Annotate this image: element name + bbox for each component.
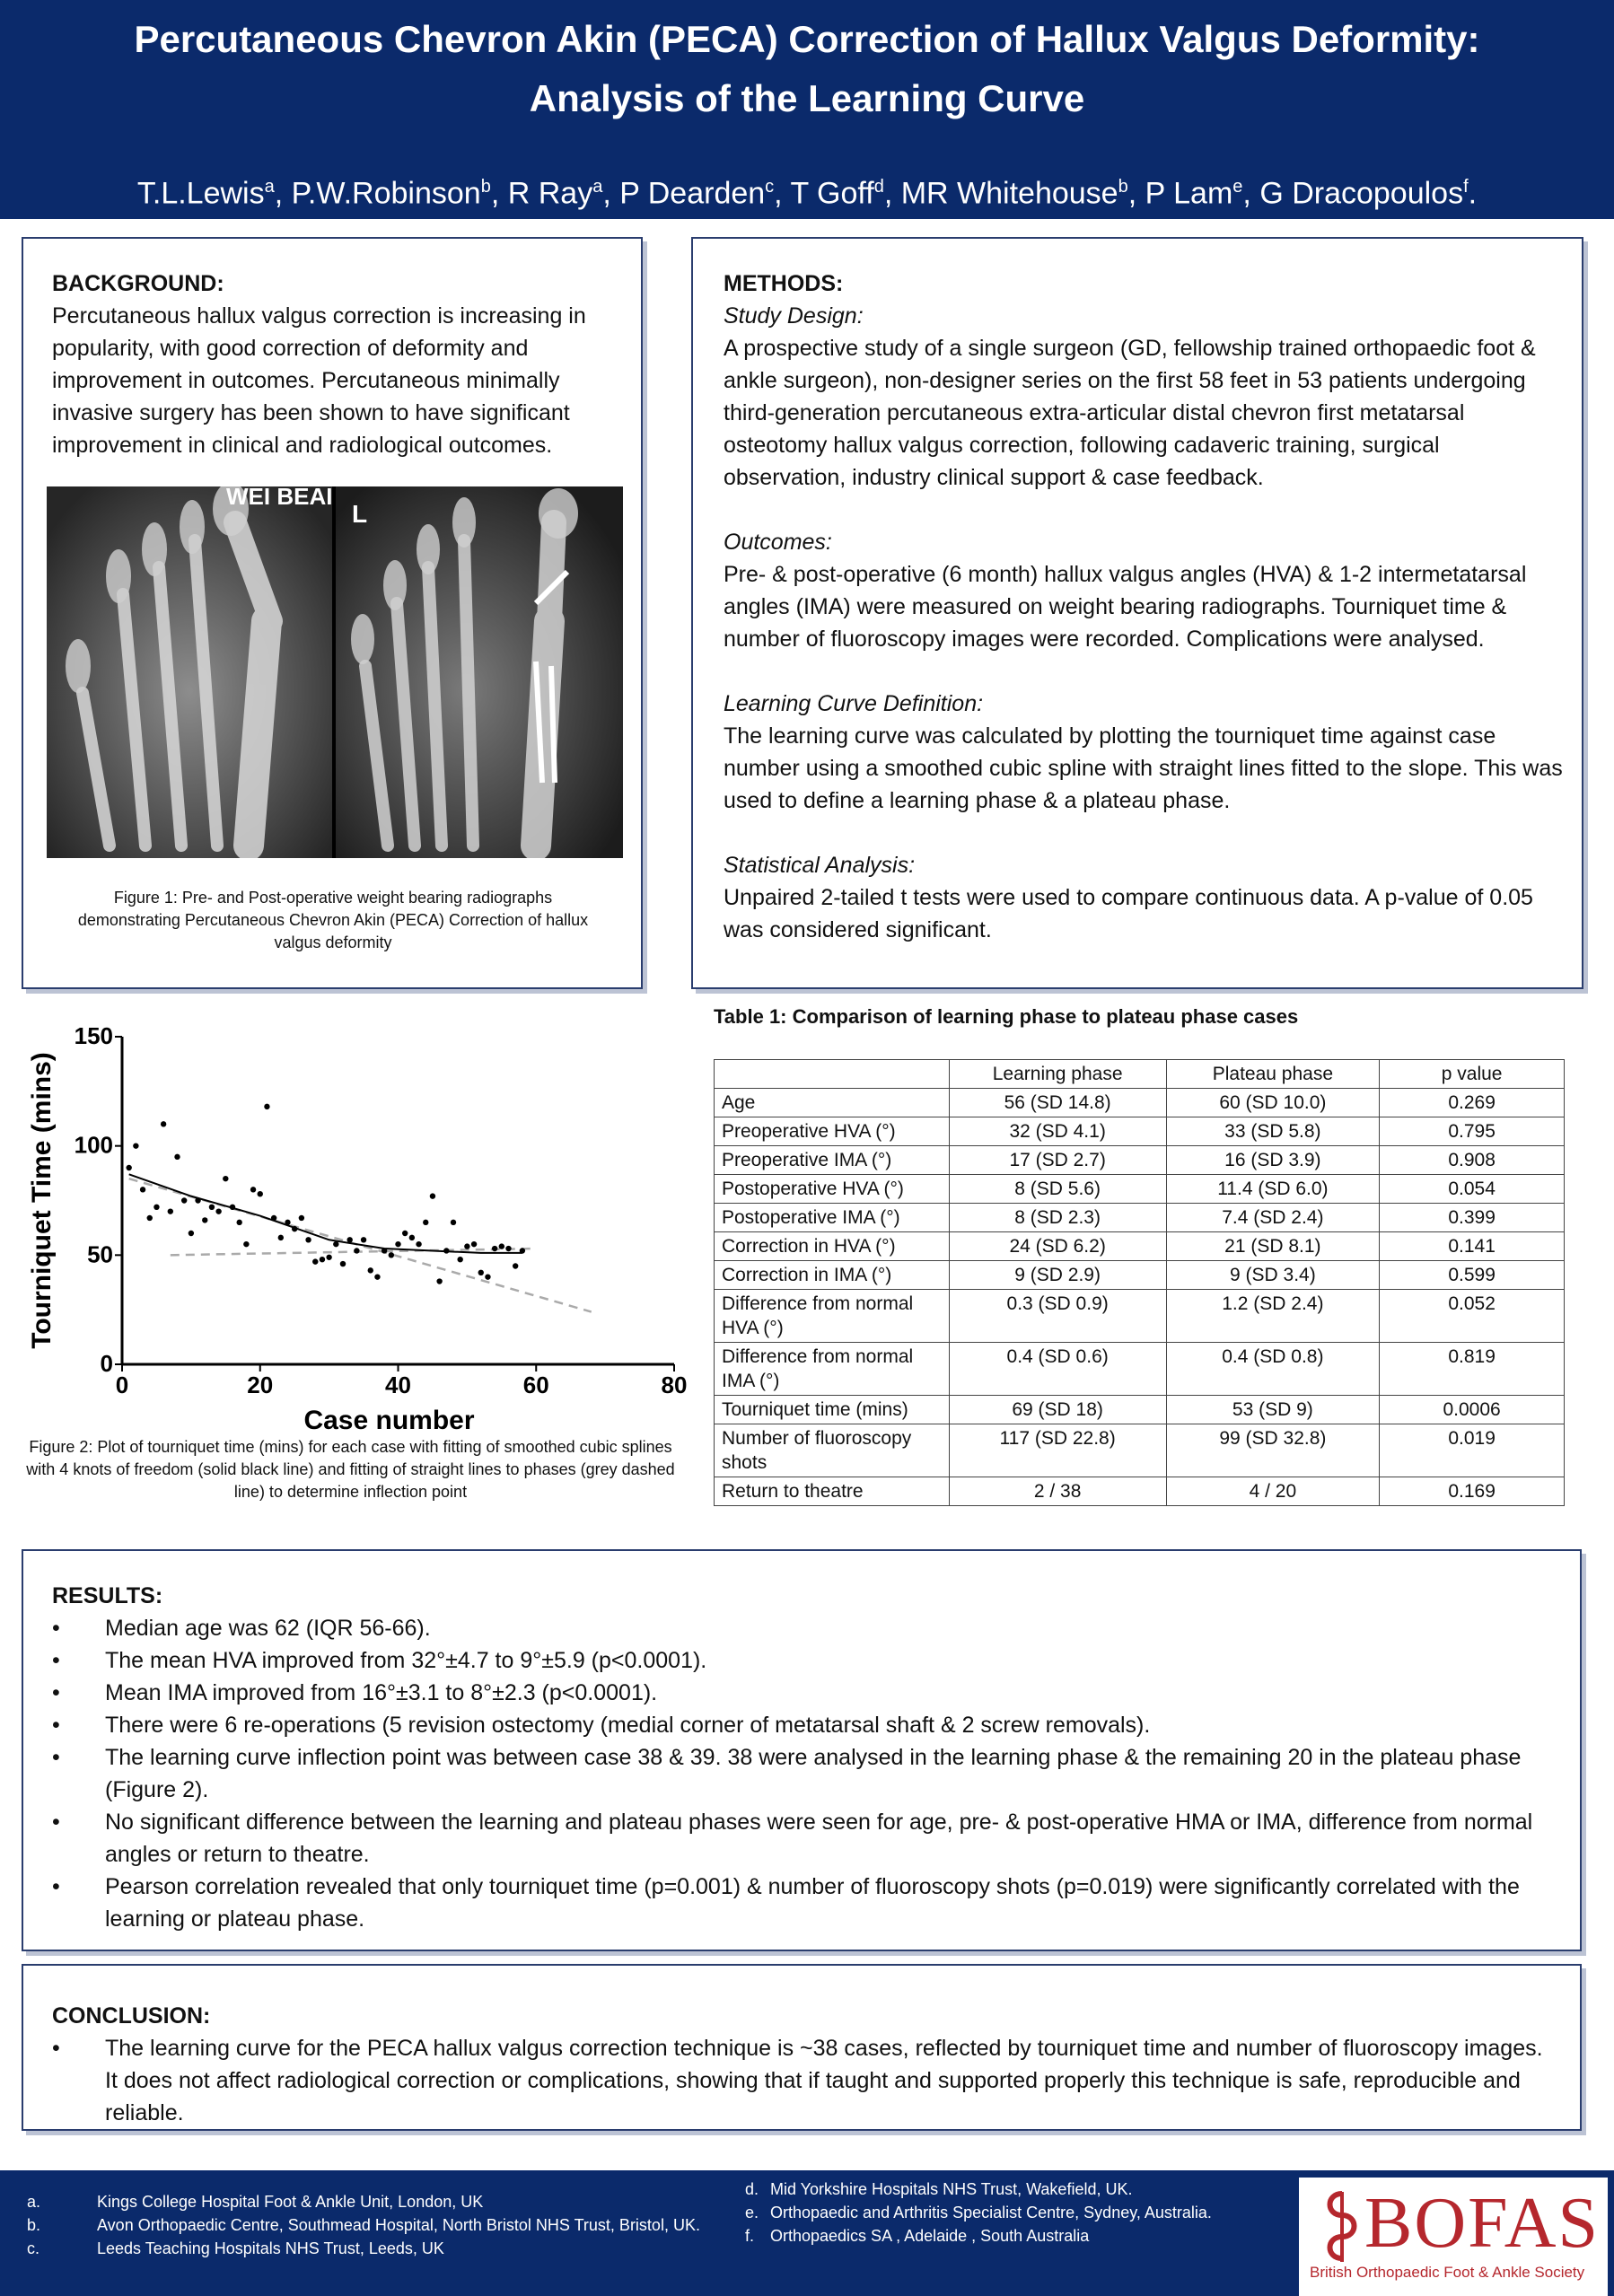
results-list <box>52 1612 1560 1935</box>
table-header-row <box>715 1060 1565 1089</box>
figure1-caption: Figure 1: Pre- and Post-operative weight bearing radiographs demonstrating Percutaneous Chevron Akin (PECA) Correction of hallux valgus deformity <box>77 889 589 951</box>
table-cell: Plateau phase <box>1166 1060 1380 1089</box>
x-tick-label: 80 <box>661 1371 688 1398</box>
figure2-caption: Figure 2: Plot of tourniquet time (mins) for each case with fitting of smoothed cubic splines with 4 knots of freedom (solid black line) and fitting of straight lines to phases (grey dashed line) to determine inflection point <box>26 1438 675 1501</box>
table-cell: Return to theatre <box>715 1477 950 1506</box>
author-affiliation-mark: b <box>480 177 491 197</box>
table-cell: 16 (SD 3.9) <box>1166 1146 1380 1175</box>
data-point <box>326 1255 331 1260</box>
data-point <box>278 1235 284 1240</box>
data-point <box>346 1237 352 1242</box>
data-point <box>250 1187 256 1192</box>
affiliation-item <box>745 2178 1212 2201</box>
author-separator: , <box>602 176 620 211</box>
table-cell: 0.269 <box>1380 1089 1565 1117</box>
data-point <box>140 1187 145 1192</box>
data-point <box>154 1205 159 1210</box>
author-affiliation-mark: a <box>592 177 603 197</box>
data-point <box>126 1165 131 1170</box>
spline-line <box>129 1174 522 1253</box>
bofas-logo <box>1299 2178 1608 2296</box>
author-affiliation-mark: e <box>1232 177 1243 197</box>
author-name: MR Whitehouse <box>900 176 1118 211</box>
author-name: T.L.Lewis <box>136 176 265 211</box>
table-cell: Learning phase <box>949 1060 1166 1089</box>
data-point <box>513 1263 518 1268</box>
affiliation-key: e. <box>745 2204 759 2222</box>
table-cell: 0.019 <box>1380 1424 1565 1477</box>
author-name: P Dearden <box>619 176 766 211</box>
y-tick-label: 0 <box>100 1350 113 1377</box>
logo-subtitle: British Orthopaedic Foot & Ankle Society <box>1310 2264 1585 2281</box>
x-tick-label: 20 <box>247 1371 274 1398</box>
affiliation-text: Kings College Hospital Foot & Ankle Unit, London, UK <box>97 2193 484 2211</box>
data-point <box>402 1231 408 1236</box>
results-item: • No significant difference between the learning and plateau phases were seen for age, pre- & post-operative HMA or IMA, difference from normal angles or return to theatre. <box>52 1806 1560 1871</box>
affiliation-key: f. <box>745 2227 755 2245</box>
author-separator: , <box>883 176 901 211</box>
y-axis-label: Tourniquet Time (mins) <box>27 1052 57 1349</box>
table-cell: 0.141 <box>1380 1232 1565 1261</box>
stats-heading: Statistical Analysis: <box>724 853 916 878</box>
author-name: P Lam <box>1145 176 1233 211</box>
data-point <box>354 1248 359 1253</box>
author-affiliation-mark: a <box>264 177 275 197</box>
results-item: • Mean IMA improved from 16°±3.1 to 8°±2.3 (p<0.0001). <box>52 1677 1560 1709</box>
author-list <box>0 167 1614 213</box>
data-point <box>389 1252 394 1258</box>
author-separator: . <box>1468 176 1478 211</box>
affiliation-item <box>745 2224 1212 2248</box>
outcomes-text: Pre- & post-operative (6 month) hallux valgus angles (HVA) & 1-2 intermetatarsal angles (IMA) were measured on weight bearing radiographs. Tourniquet time & number of fluoroscopy images were recorded. Complications were analysed. <box>724 562 1527 652</box>
learning-curve-text: The learning curve was calculated by plotting the tourniquet time against case number using a smoothed cubic spline with straight lines fitted to the slope. This was used to define a learning phase & a plateau phase. <box>724 723 1563 813</box>
data-point <box>478 1270 484 1275</box>
author-separator: , <box>1127 176 1145 211</box>
table-cell: Correction in HVA (°) <box>715 1232 950 1261</box>
author-name: G Dracopoulos <box>1259 176 1464 211</box>
data-point <box>457 1257 462 1262</box>
table-cell: 9 (SD 3.4) <box>1166 1261 1380 1290</box>
affiliation-item <box>27 2213 700 2237</box>
table-cell: 1.2 (SD 2.4) <box>1166 1290 1380 1343</box>
table-row <box>715 1117 1565 1146</box>
data-point <box>230 1205 235 1210</box>
affiliation-key: c. <box>27 2239 40 2257</box>
results-heading: RESULTS: <box>52 1583 163 1608</box>
table-cell: 0.054 <box>1380 1175 1565 1204</box>
data-point <box>423 1220 428 1225</box>
results-item: • There were 6 re-operations (5 revision ostectomy (medial corner of metatarsal shaft & 2 screw removals). <box>52 1709 1560 1741</box>
data-point <box>485 1274 490 1279</box>
study-design-heading: Study Design: <box>724 303 864 329</box>
author-separator: , <box>774 176 791 211</box>
table-cell: Correction in IMA (°) <box>715 1261 950 1290</box>
data-point <box>202 1217 207 1222</box>
data-point <box>451 1220 456 1225</box>
comparison-table <box>714 1059 1565 1506</box>
table-cell: 24 (SD 6.2) <box>949 1232 1166 1261</box>
data-point <box>492 1246 497 1251</box>
data-point <box>209 1205 215 1210</box>
data-point <box>505 1246 511 1251</box>
logo-wordmark: BOFAS <box>1364 2184 1600 2263</box>
table-cell: Difference from normal HVA (°) <box>715 1290 950 1343</box>
data-point <box>174 1154 180 1160</box>
affiliation-item <box>27 2190 700 2213</box>
affiliation-key: b. <box>27 2216 41 2234</box>
table-cell: 8 (SD 2.3) <box>949 1204 1166 1232</box>
table-cell: Postoperative IMA (°) <box>715 1204 950 1232</box>
table-cell: 4 / 20 <box>1166 1477 1380 1506</box>
stats-text: Unpaired 2-tailed t tests were used to compare continuous data. A p-value of 0.05 was considered significant. <box>724 885 1533 942</box>
y-tick-label: 100 <box>74 1131 113 1159</box>
results-item: • Median age was 62 (IQR 56-66). <box>52 1612 1560 1644</box>
affiliation-text: Leeds Teaching Hospitals NHS Trust, Leeds, UK <box>97 2239 444 2257</box>
data-point <box>443 1248 449 1253</box>
table-cell: 56 (SD 14.8) <box>949 1089 1166 1117</box>
affiliation-key: d. <box>745 2180 759 2198</box>
table-row <box>715 1396 1565 1424</box>
data-point <box>181 1197 187 1203</box>
methods-panel <box>691 237 1583 989</box>
learning-curve-heading: Learning Curve Definition: <box>724 691 984 716</box>
data-point <box>147 1215 153 1221</box>
data-point <box>223 1176 228 1181</box>
learning-curve-chart <box>14 1014 697 1445</box>
table-row <box>715 1146 1565 1175</box>
fit-line-learning <box>171 1249 536 1255</box>
table-cell: 53 (SD 9) <box>1166 1396 1380 1424</box>
table-cell: 0.169 <box>1380 1477 1565 1506</box>
table-cell: 2 / 38 <box>949 1477 1166 1506</box>
table-cell <box>715 1060 950 1089</box>
data-point <box>264 1104 269 1109</box>
data-point <box>285 1220 290 1225</box>
table-row <box>715 1089 1565 1117</box>
table-cell: Preoperative HVA (°) <box>715 1117 950 1146</box>
table-cell: 33 (SD 5.8) <box>1166 1117 1380 1146</box>
affiliations-left <box>27 2190 700 2260</box>
table-cell: 0.3 (SD 0.9) <box>949 1290 1166 1343</box>
results-item: • The mean HVA improved from 32°±4.7 to 9°±5.9 (p<0.0001). <box>52 1644 1560 1677</box>
table-cell: 17 (SD 2.7) <box>949 1146 1166 1175</box>
author-separator: , <box>1242 176 1260 211</box>
table-row <box>715 1477 1565 1506</box>
table-cell: Postoperative HVA (°) <box>715 1175 950 1204</box>
methods-heading: METHODS: <box>724 271 844 296</box>
data-point <box>271 1215 276 1221</box>
x-tick-label: 60 <box>522 1371 549 1398</box>
y-tick-label: 150 <box>74 1022 113 1049</box>
data-point <box>368 1267 373 1273</box>
x-tick-label: 0 <box>115 1371 129 1398</box>
author-name: R Ray <box>507 176 593 211</box>
data-point <box>430 1193 435 1198</box>
results-item: • Pearson correlation revealed that only tourniquet time (p=0.001) & number of fluoroscopy shots (p=0.019) were significantly correlated with the learning or plateau phase. <box>52 1871 1560 1935</box>
data-point <box>258 1191 263 1196</box>
table-row <box>715 1290 1565 1343</box>
data-point <box>395 1241 400 1247</box>
table-cell: 0.4 (SD 0.8) <box>1166 1343 1380 1396</box>
table-cell: Preoperative IMA (°) <box>715 1146 950 1175</box>
table-cell: 0.399 <box>1380 1204 1565 1232</box>
affiliation-text: Orthopaedics SA , Adelaide , South Australia <box>770 2227 1090 2245</box>
data-point <box>189 1231 194 1236</box>
table-cell: 0.4 (SD 0.6) <box>949 1343 1166 1396</box>
table-cell: 0.0006 <box>1380 1396 1565 1424</box>
x-axis-label: Case number <box>303 1406 475 1435</box>
table-row <box>715 1343 1565 1396</box>
affiliation-item <box>27 2237 700 2260</box>
author-separator: , <box>490 176 508 211</box>
table-cell: 117 (SD 22.8) <box>949 1424 1166 1477</box>
background-text: Percutaneous hallux valgus correction is increasing in popularity, with good correction of deformity and improvement in outcomes. Percutaneous minimally invasive surgery has been shown to have significant improvement in clinical and radiological outcomes. <box>52 303 586 458</box>
xray-figure <box>47 486 623 858</box>
background-panel <box>22 237 643 989</box>
data-point <box>133 1143 138 1148</box>
affiliations-right <box>745 2178 1212 2248</box>
data-point <box>436 1278 442 1284</box>
table-cell: 60 (SD 10.0) <box>1166 1089 1380 1117</box>
data-point <box>312 1258 318 1264</box>
study-design-text: A prospective study of a single surgeon (GD, fellowship trained orthopaedic foot & ankle surgeon), non-designer series on the first 58 feet in 53 patients undergoing third-generation percutaneous extra-articular distal chevron first metatarsal osteotomy hallux valgus correction, following cadaveric training, surgical observation, industry clinical support & case feedback. <box>724 336 1536 490</box>
data-point <box>382 1248 387 1253</box>
poster-header <box>0 0 1614 219</box>
table-cell: 69 (SD 18) <box>949 1396 1166 1424</box>
data-point <box>292 1226 297 1231</box>
table-row <box>715 1232 1565 1261</box>
data-point <box>236 1220 241 1225</box>
table-cell: 0.819 <box>1380 1343 1565 1396</box>
data-point <box>499 1243 504 1249</box>
results-item: • The learning curve inflection point was between case 38 & 39. 38 were analysed in the learning phase & the remaining 20 in the plateau phase (Figure 2). <box>52 1741 1560 1806</box>
table-cell: 0.599 <box>1380 1261 1565 1290</box>
data-point <box>320 1257 325 1262</box>
table-row <box>715 1204 1565 1232</box>
data-point <box>305 1237 311 1242</box>
results-panel <box>22 1549 1582 1951</box>
table-cell: 0.052 <box>1380 1290 1565 1343</box>
data-point <box>464 1243 469 1249</box>
data-point <box>299 1215 304 1221</box>
table-cell: 99 (SD 32.8) <box>1166 1424 1380 1477</box>
conclusion-item: • The learning curve for the PECA hallux valgus correction technique is ~38 cases, reflected by tourniquet time and number of fluoroscopy images. It does not affect radiological correction or complications, showing that if taught and supported properly this technique is safe, reproducible and reliable. <box>52 2032 1560 2129</box>
table-row <box>715 1424 1565 1477</box>
table-cell: 11.4 (SD 6.0) <box>1166 1175 1380 1204</box>
data-point <box>168 1208 173 1214</box>
table-cell: Number of fluoroscopy shots <box>715 1424 950 1477</box>
table-cell: 32 (SD 4.1) <box>949 1117 1166 1146</box>
x-tick-label: 40 <box>385 1371 411 1398</box>
data-point <box>409 1235 415 1240</box>
outcomes-heading: Outcomes: <box>724 530 832 555</box>
poster-title-line2: Analysis of the Learning Curve <box>529 77 1085 119</box>
author-affiliation-mark: c <box>765 177 775 197</box>
xray-label-post: L <box>352 500 368 528</box>
data-point <box>416 1241 421 1247</box>
author-affiliation-mark: f <box>1463 177 1469 197</box>
data-point <box>243 1241 249 1247</box>
data-point <box>161 1121 166 1126</box>
conclusion-heading: CONCLUSION: <box>52 2003 211 2029</box>
data-point <box>361 1237 366 1242</box>
background-heading: BACKGROUND: <box>52 271 224 296</box>
data-point <box>520 1248 525 1253</box>
affiliation-key: a. <box>27 2193 41 2211</box>
author-affiliation-mark: d <box>873 177 884 197</box>
table-row <box>715 1175 1565 1204</box>
affiliation-text: Mid Yorkshire Hospitals NHS Trust, Wakefield, UK. <box>770 2180 1133 2198</box>
table-cell: 0.908 <box>1380 1146 1565 1175</box>
affiliation-text: Orthopaedic and Arthritis Specialist Centre, Sydney, Australia. <box>770 2204 1212 2222</box>
table-row <box>715 1261 1565 1290</box>
xray-label-pre: WEI BEAI <box>226 486 333 510</box>
table-cell: 7.4 (SD 2.4) <box>1166 1204 1380 1232</box>
data-point <box>340 1261 346 1266</box>
conclusion-panel <box>22 1964 1582 2131</box>
table-cell: Tourniquet time (mins) <box>715 1396 950 1424</box>
table-cell: 8 (SD 5.6) <box>949 1175 1166 1204</box>
author-name: P.W.Robinson <box>291 176 481 211</box>
conclusion-list <box>52 2032 1560 2129</box>
table-cell: 21 (SD 8.1) <box>1166 1232 1380 1261</box>
table1-title: Table 1: Comparison of learning phase to plateau phase cases <box>714 1005 1299 1028</box>
author-separator: , <box>274 176 292 211</box>
data-point <box>333 1241 338 1247</box>
author-affiliation-mark: b <box>1118 177 1128 197</box>
author-name: T Goff <box>790 176 874 211</box>
table-cell: Difference from normal IMA (°) <box>715 1343 950 1396</box>
affiliation-item <box>745 2201 1212 2224</box>
poster-title-line1: Percutaneous Chevron Akin (PECA) Correction of Hallux Valgus Deformity: <box>134 18 1480 60</box>
affiliation-text: Avon Orthopaedic Centre, Southmead Hospital, North Bristol NHS Trust, Bristol, UK. <box>97 2216 700 2234</box>
data-point <box>374 1274 380 1279</box>
table-cell: Age <box>715 1089 950 1117</box>
data-point <box>471 1241 477 1247</box>
data-point <box>215 1208 221 1214</box>
table-cell: 9 (SD 2.9) <box>949 1261 1166 1290</box>
table-cell: p value <box>1380 1060 1565 1089</box>
y-tick-label: 50 <box>87 1240 113 1268</box>
data-point <box>195 1197 200 1203</box>
table-cell: 0.795 <box>1380 1117 1565 1146</box>
